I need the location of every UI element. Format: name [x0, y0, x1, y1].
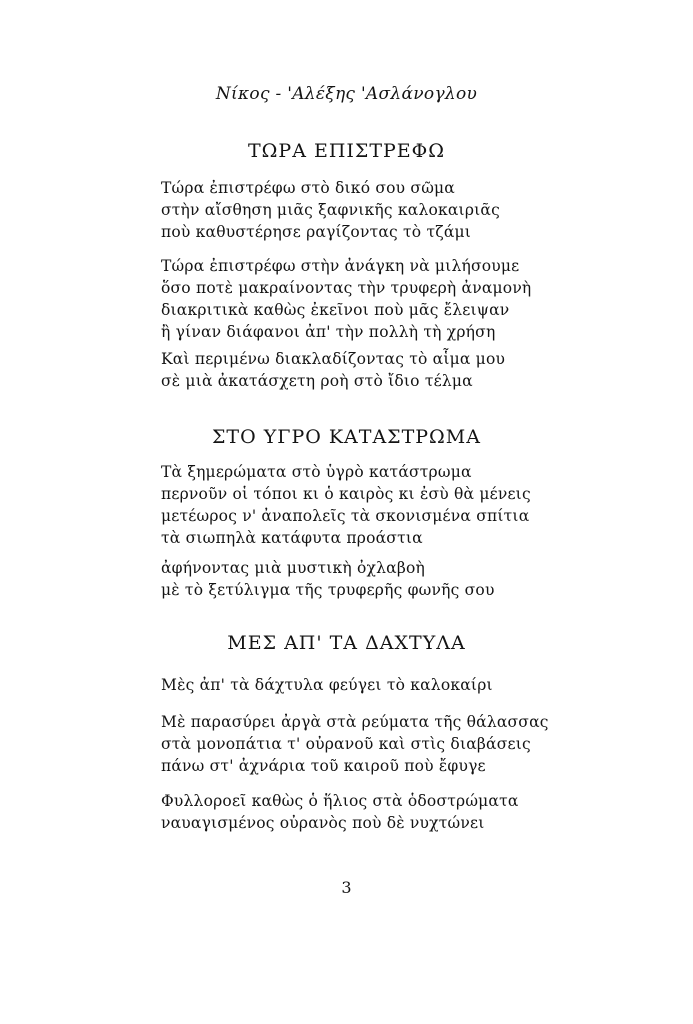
- poem-1-stanza-3: [161, 348, 661, 392]
- verse-line: Μὲ παρασύρει ἀργὰ στὰ ρεύματα τῆς θάλασσας: [161, 713, 549, 731]
- verse-line: μὲ τὸ ξετύλιγμα τῆς τρυφερῆς φωνῆς σου: [161, 581, 495, 599]
- poem-1-stanza-2: [161, 255, 661, 343]
- page-number: 3: [341, 878, 352, 897]
- verse-line: ἀφήνοντας μιὰ μυστικὴ ὀχλαβοὴ: [161, 559, 426, 577]
- verse-line: τὰ σιωπηλὰ κατάφυτα προάστια: [161, 529, 423, 547]
- poem-2-stanza-2: [161, 557, 661, 601]
- poem-title-mes-ap-ta-dachtyla: ΜΕΣ ΑΠ' ΤΑ ΔΑΧΤΥΛΑ: [227, 632, 466, 654]
- verse-line: Τώρα ἐπιστρέφω στὴν ἀνάγκη νὰ μιλήσουμε: [161, 257, 520, 275]
- verse-line: ποὺ καθυστέρησε ραγίζοντας τὸ τζάμι: [161, 223, 472, 241]
- verse-line: Καὶ περιμένω διακλαδίζοντας τὸ αἷμα μου: [161, 350, 506, 368]
- verse-line: διακριτικὰ καθὼς ἐκεῖνοι ποὺ μᾶς ἔλειψαν: [161, 301, 510, 319]
- poem-title-sto-ygro-katastroma: ΣΤΟ ΥΓΡΟ ΚΑΤΑΣΤΡΩΜΑ: [212, 426, 481, 448]
- verse-line: στὰ μονοπάτια τ' οὐρανοῦ καὶ στὶς διαβάσεις: [161, 735, 531, 753]
- verse-line: σὲ μιὰ ἀκατάσχετη ροὴ στὸ ἴδιο τέλμα: [161, 372, 473, 390]
- poem-title-tora-epistrefo: ΤΩΡΑ ΕΠΙΣΤΡΕΦΩ: [247, 140, 445, 162]
- author-name: Νίκος - 'Αλέξης 'Ασλάνογλου: [215, 84, 478, 104]
- verse-line: Μὲς ἀπ' τὰ δάχτυλα φεύγει τὸ καλοκαίρι: [161, 676, 493, 694]
- verse-line: πάνω στ' ἀχνάρια τοῦ καιροῦ ποὺ ἔφυγε: [161, 757, 486, 775]
- verse-line: Τώρα ἐπιστρέφω στὸ δικό σου σῶμα: [161, 179, 455, 197]
- poem-3-stanza-3: [161, 790, 661, 834]
- verse-line: στὴν αἴσθηση μιᾶς ξαφνικῆς καλοκαιριᾶς: [161, 201, 500, 219]
- verse-line: ναυαγισμένος οὐρανὸς ποὺ δὲ νυχτώνει: [161, 814, 485, 832]
- poem-3-stanza-1: [161, 674, 661, 696]
- verse-line: ἢ γίναν διάφανοι ἀπ' τὴν πολλὴ τὴ χρήση: [161, 323, 496, 341]
- verse-line: Φυλλοροεῖ καθὼς ὁ ἥλιος στὰ ὁδοστρώματα: [161, 792, 519, 810]
- poem-3-stanza-2: [161, 711, 661, 777]
- verse-line: περνοῦν οἱ τόποι κι ὁ καιρὸς κι ἐσὺ θὰ μένεις: [161, 485, 531, 503]
- poem-2-stanza-1: [161, 461, 661, 549]
- verse-line: ὅσο ποτὲ μακραίνοντας τὴν τρυφερὴ ἀναμονὴ: [161, 279, 532, 297]
- verse-line: μετέωρος ν' ἀναπολεῖς τὰ σκονισμένα σπίτια: [161, 507, 530, 525]
- poem-1-stanza-1: [161, 177, 661, 243]
- verse-line: Τὰ ξημερώματα στὸ ὑγρὸ κατάστρωμα: [161, 463, 472, 481]
